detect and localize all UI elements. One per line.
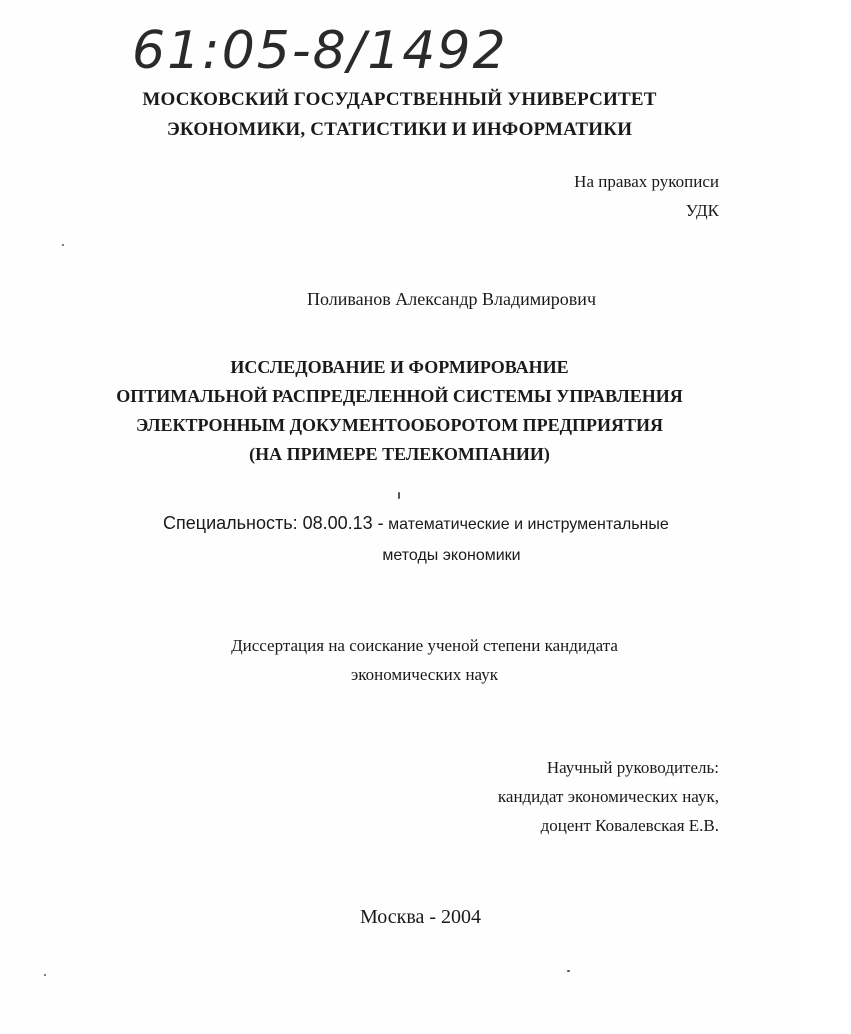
supervisor-name: доцент Ковалевская Е.В. — [540, 816, 719, 835]
university-line-2: ЭКОНОМИКИ, СТАТИСТИКИ И ИНФОРМАТИКИ — [166, 119, 633, 140]
udk-label: УДК — [685, 201, 719, 220]
title-line: ИССЛЕДОВАНИЕ И ФОРМИРОВАНИЕ — [230, 357, 569, 377]
dissertation-line-2: экономических наук — [350, 665, 499, 684]
dissertation-title — [0, 353, 799, 469]
title-line: ОПТИМАЛЬНОЙ РАСПРЕДЕЛЕННОЙ СИСТЕМЫ УПРАВЛЕНИЯ — [116, 386, 683, 406]
place-year: Москва - 2004 — [359, 906, 482, 928]
handwritten-archive-mark — [130, 6, 508, 90]
specialty-line-2: методы экономики — [382, 547, 521, 564]
supervisor-heading: Научный руководитель: — [546, 758, 719, 777]
specialty-label: Специальность: 08.00.13 - — [163, 513, 384, 533]
author-name: Поливанов Александр Владимирович — [307, 289, 596, 309]
specialty-description: математические и инструментальные — [388, 516, 669, 533]
title-line: (НА ПРИМЕРЕ ТЕЛЕКОМПАНИИ) — [249, 444, 550, 464]
archive-mark-text: 61:05-8/1492 — [132, 21, 508, 81]
dissertation-line-1: Диссертация на соискание ученой степени кандидата — [231, 636, 618, 655]
scan-speck — [567, 970, 570, 972]
supervisor-degree: кандидат экономических наук, — [497, 787, 719, 806]
title-line: ЭЛЕКТРОННЫМ ДОКУМЕНТООБОРОТОМ ПРЕДПРИЯТИЯ — [136, 415, 663, 435]
manuscript-note: На правах рукописи — [574, 172, 719, 191]
supervisor-block — [498, 753, 719, 840]
university-line-1: МОСКОВСКИЙ ГОСУДАРСТВЕННЫЙ УНИВЕРСИТЕТ — [142, 89, 657, 110]
specialty-line-1 — [163, 513, 669, 534]
scan-speck — [44, 974, 46, 976]
scan-speck — [62, 244, 64, 246]
scan-speck — [398, 492, 400, 499]
